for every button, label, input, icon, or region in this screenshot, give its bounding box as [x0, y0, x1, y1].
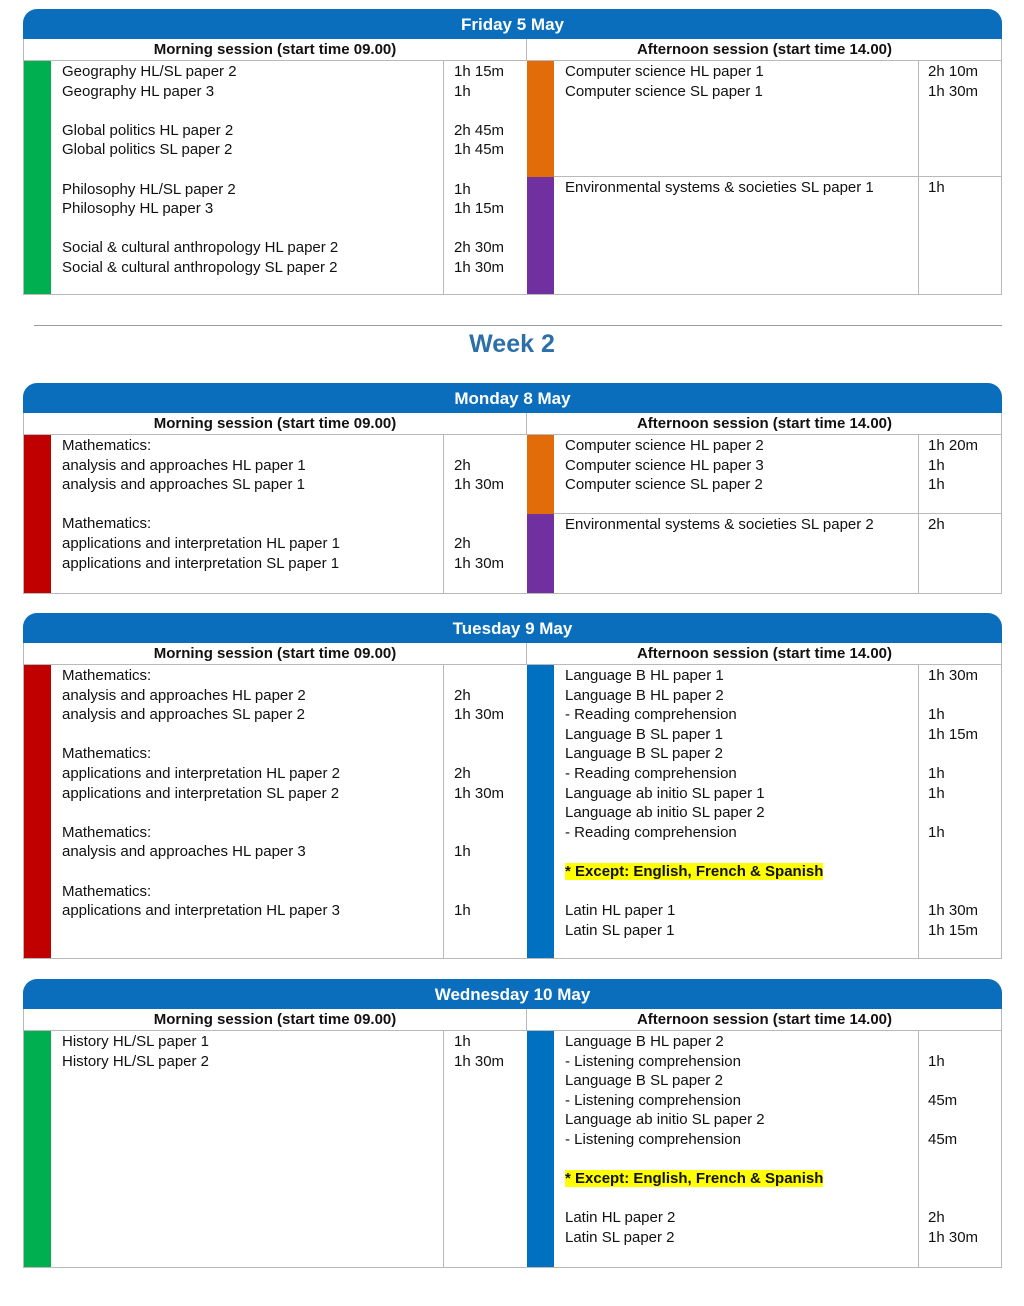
afternoon-block — [527, 1031, 1002, 1267]
afternoon-session-header: Afternoon session (start time 14.00) — [527, 39, 1002, 61]
exam-duration — [928, 1110, 978, 1130]
exam-name: Language B SL paper 2 — [565, 745, 723, 763]
exam-duration: 1h 30m — [454, 554, 505, 572]
exam-duration: 1h 15m — [454, 63, 505, 80]
exam-duration: 1h — [454, 180, 471, 198]
exam-name: applications and interpretation HL paper 3 — [62, 902, 340, 920]
exam-name: Mathematics: — [62, 745, 152, 763]
day-grid — [23, 39, 1002, 295]
duration-list — [928, 178, 945, 198]
exam-name: Philosophy HL/SL paper 2 — [62, 180, 236, 198]
exam-name: Philosophy HL paper 3 — [62, 200, 214, 218]
subject-color-bar — [527, 61, 554, 177]
exam-name: Global politics HL paper 2 — [62, 121, 234, 139]
exam-name — [565, 882, 823, 902]
duration-list — [928, 436, 978, 495]
subject-color-bar — [527, 435, 554, 514]
subject-color-bar — [527, 1031, 554, 1267]
subject-color-bar — [24, 665, 51, 958]
exam-duration: 1h — [454, 1033, 471, 1050]
morning-session-header: Morning session (start time 09.00) — [24, 1009, 527, 1031]
exam-duration: 45m — [928, 1091, 958, 1109]
exam-name: Computer science SL paper 1 — [565, 82, 763, 100]
afternoon-block — [527, 435, 1002, 514]
exam-name: Mathematics: — [62, 515, 152, 533]
exam-duration — [928, 842, 978, 862]
exam-name — [565, 842, 823, 862]
afternoon-session-header: Afternoon session (start time 14.00) — [527, 1009, 1002, 1031]
exam-duration: 2h — [454, 534, 471, 552]
exam-name: applications and interpretation HL paper 1 — [62, 534, 340, 552]
exam-duration — [928, 1189, 978, 1209]
exam-name: Environmental systems & societies SL paper 1 — [565, 179, 874, 196]
exam-duration — [928, 1169, 978, 1189]
exam-list — [62, 436, 340, 573]
exam-duration: 2h 30m — [454, 239, 505, 257]
exam-name: applications and interpretation SL paper 1 — [62, 554, 340, 572]
subject-color-bar — [24, 1031, 51, 1267]
day-grid — [23, 643, 1002, 959]
exam-name: Language ab initio SL paper 2 — [565, 1111, 765, 1129]
day-section — [23, 979, 1002, 1268]
exam-duration: 1h 15m — [928, 725, 979, 743]
week-title: Week 2 — [469, 330, 555, 358]
day-header: Tuesday 9 May — [23, 613, 1002, 643]
duration-list — [928, 62, 978, 101]
exam-list — [62, 62, 338, 278]
exam-duration: 2h 45m — [454, 121, 505, 139]
exam-duration — [928, 1071, 978, 1091]
exam-duration: 1h — [928, 784, 945, 802]
exam-name: - Reading comprehension — [565, 706, 737, 724]
exam-duration — [928, 744, 978, 764]
exam-name: applications and interpretation HL paper 2 — [62, 764, 340, 782]
exam-name: Social & cultural anthropology SL paper 2 — [62, 258, 338, 276]
exam-name: Language B HL paper 2 — [565, 686, 724, 704]
day-header: Friday 5 May — [23, 9, 1002, 39]
exam-list — [565, 1032, 823, 1248]
exam-duration: 2h — [928, 516, 945, 533]
afternoon-block — [527, 177, 1002, 294]
exam-name — [62, 803, 340, 823]
afternoon-block — [527, 61, 1002, 177]
exam-duration: 1h — [928, 1052, 945, 1070]
exam-duration: 1h 30m — [928, 667, 979, 684]
exam-list — [62, 1032, 209, 1071]
exam-duration: 1h — [928, 476, 945, 494]
week-divider — [34, 325, 1002, 326]
exam-name: Global politics SL paper 2 — [62, 141, 233, 159]
exam-duration — [454, 495, 504, 515]
exam-duration — [454, 725, 504, 745]
afternoon-block — [527, 665, 1002, 958]
exam-duration: 2h — [928, 1209, 945, 1227]
exam-name: - Listening comprehension — [565, 1052, 741, 1070]
exam-duration — [454, 514, 504, 534]
day-header: Monday 8 May — [23, 383, 1002, 413]
subject-color-bar — [24, 435, 51, 593]
exam-duration — [454, 101, 504, 121]
exam-name: - Listening comprehension — [565, 1130, 741, 1148]
day-section — [23, 383, 1002, 594]
exam-duration — [454, 862, 504, 882]
exam-duration: 2h — [454, 686, 471, 704]
exam-name: Language B SL paper 1 — [565, 725, 723, 743]
exam-duration: 1h — [928, 706, 945, 724]
exam-name: Latin SL paper 1 — [565, 921, 675, 939]
afternoon-session-header: Afternoon session (start time 14.00) — [527, 643, 1002, 665]
exam-duration: 1h — [454, 843, 471, 861]
exam-name: Geography HL/SL paper 2 — [62, 63, 237, 80]
exam-name: Computer science SL paper 2 — [565, 476, 763, 494]
exam-name: Latin HL paper 2 — [565, 1209, 676, 1227]
exam-duration: 1h 30m — [454, 784, 505, 802]
exam-name: Geography HL paper 3 — [62, 82, 215, 100]
exam-name — [62, 495, 340, 515]
exam-name: Mathematics: — [62, 437, 152, 454]
duration-list — [454, 666, 504, 921]
exam-duration — [454, 744, 504, 764]
duration-list — [454, 62, 504, 278]
subject-color-bar — [24, 61, 51, 294]
morning-block — [24, 61, 527, 294]
exam-list — [565, 178, 874, 198]
exam-duration — [928, 686, 978, 706]
exam-list — [565, 515, 874, 535]
duration-list — [928, 515, 945, 535]
exam-name: Language ab initio SL paper 1 — [565, 784, 765, 802]
exam-duration: 1h 15m — [928, 921, 979, 939]
duration-list — [928, 666, 978, 940]
exam-name — [62, 160, 338, 180]
afternoon-session-header: Afternoon session (start time 14.00) — [527, 413, 1002, 435]
exam-name: - Reading comprehension — [565, 823, 737, 841]
subject-color-bar — [527, 177, 554, 294]
exam-list — [565, 62, 764, 101]
exam-list — [565, 666, 823, 940]
exam-name — [565, 1150, 823, 1170]
day-section — [23, 9, 1002, 295]
exam-name: Latin SL paper 2 — [565, 1228, 675, 1246]
exam-duration — [454, 882, 504, 902]
exam-name: Mathematics: — [62, 823, 152, 841]
exam-duration: 1h 20m — [928, 437, 979, 454]
duration-list — [454, 436, 504, 573]
exam-duration: 1h 30m — [454, 706, 505, 724]
exam-duration — [454, 666, 504, 686]
exam-duration: 1h 15m — [454, 200, 505, 218]
morning-session-header: Morning session (start time 09.00) — [24, 643, 527, 665]
day-grid — [23, 1009, 1002, 1268]
exam-duration — [928, 1032, 978, 1052]
exam-duration: 1h 30m — [454, 258, 505, 276]
exam-duration: 1h 45m — [454, 141, 505, 159]
exam-name: - Reading comprehension — [565, 764, 737, 782]
exam-name: Latin HL paper 1 — [565, 902, 676, 920]
exam-duration: 1h 30m — [454, 476, 505, 494]
exam-duration: 1h — [928, 179, 945, 196]
exam-name: analysis and approaches SL paper 2 — [62, 706, 305, 724]
exam-name: Language ab initio SL paper 2 — [565, 804, 765, 822]
exam-name: Language B HL paper 1 — [565, 667, 724, 684]
exam-duration: 1h 30m — [928, 1228, 979, 1246]
highlighted-note: * Except: English, French & Spanish — [565, 862, 824, 880]
exam-duration: 1h 30m — [928, 902, 979, 920]
afternoon-block — [527, 514, 1002, 593]
exam-name: Mathematics: — [62, 667, 152, 684]
exam-duration — [454, 436, 504, 456]
exam-name: Mathematics: — [62, 882, 152, 900]
subject-color-bar — [527, 514, 554, 593]
exam-duration: 45m — [928, 1130, 958, 1148]
exam-name — [62, 862, 340, 882]
exam-duration — [454, 219, 504, 239]
day-section — [23, 613, 1002, 959]
exam-name: Computer science HL paper 2 — [565, 437, 764, 454]
exam-duration — [928, 1150, 978, 1170]
exam-duration: 1h — [928, 823, 945, 841]
exam-name: - Listening comprehension — [565, 1091, 741, 1109]
morning-block — [24, 435, 527, 593]
exam-name — [62, 219, 338, 239]
exam-name: Environmental systems & societies SL paper 2 — [565, 516, 874, 533]
exam-name: Computer science HL paper 1 — [565, 63, 764, 80]
exam-name — [62, 101, 338, 121]
exam-name: analysis and approaches HL paper 3 — [62, 843, 306, 861]
exam-name: Language B SL paper 2 — [565, 1072, 723, 1090]
subject-color-bar — [527, 665, 554, 958]
exam-name: History HL/SL paper 1 — [62, 1033, 210, 1050]
duration-list — [454, 1032, 504, 1071]
exam-name: analysis and approaches SL paper 1 — [62, 476, 305, 494]
exam-duration — [928, 862, 978, 882]
exam-name: applications and interpretation SL paper 2 — [62, 784, 340, 802]
morning-block — [24, 665, 527, 958]
exam-duration: 1h 30m — [454, 1052, 505, 1070]
day-grid — [23, 413, 1002, 594]
morning-block — [24, 1031, 527, 1267]
exam-name — [565, 1189, 823, 1209]
exam-duration — [454, 160, 504, 180]
exam-name: Computer science HL paper 3 — [565, 456, 764, 474]
exam-duration — [928, 803, 978, 823]
exam-duration: 2h — [454, 764, 471, 782]
exam-duration — [928, 882, 978, 902]
exam-duration: 2h — [454, 456, 471, 474]
exception-note — [565, 862, 823, 882]
exam-name: Language B HL paper 2 — [565, 1033, 724, 1050]
exam-duration: 1h — [454, 82, 471, 100]
day-header: Wednesday 10 May — [23, 979, 1002, 1009]
exam-name: Social & cultural anthropology HL paper 2 — [62, 239, 339, 257]
exam-list — [62, 666, 340, 921]
exam-duration: 1h — [454, 902, 471, 920]
exam-duration: 1h — [928, 456, 945, 474]
highlighted-note: * Except: English, French & Spanish — [565, 1170, 824, 1188]
exam-list — [565, 436, 764, 495]
exam-name: History HL/SL paper 2 — [62, 1052, 210, 1070]
exam-duration — [454, 803, 504, 823]
exam-duration — [454, 823, 504, 843]
exam-name: analysis and approaches HL paper 1 — [62, 456, 306, 474]
morning-session-header: Morning session (start time 09.00) — [24, 39, 527, 61]
exam-duration: 1h — [928, 764, 945, 782]
duration-list — [928, 1032, 978, 1248]
morning-session-header: Morning session (start time 09.00) — [24, 413, 527, 435]
exam-duration: 1h 30m — [928, 82, 979, 100]
exam-duration: 2h 10m — [928, 63, 979, 80]
exception-note — [565, 1169, 823, 1189]
exam-name: analysis and approaches HL paper 2 — [62, 686, 306, 704]
exam-name — [62, 725, 340, 745]
